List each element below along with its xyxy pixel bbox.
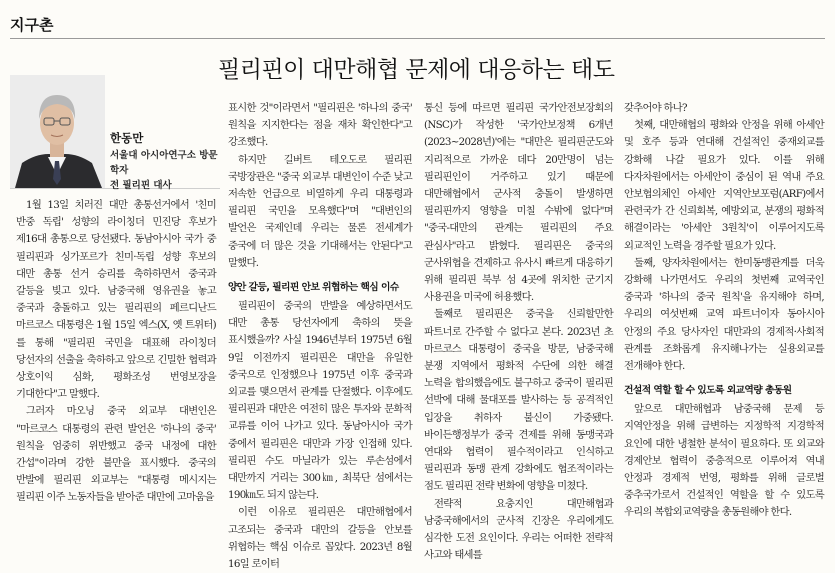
author-box bbox=[10, 75, 220, 189]
author-name: 한동만 bbox=[110, 131, 144, 145]
author-title-line1: 서울대 아시아연구소 방문학자 bbox=[110, 150, 218, 176]
section-subheading: 건설적 역할 할 수 있도록 외교역량 총동원 bbox=[624, 385, 792, 397]
article-column-1 bbox=[16, 197, 216, 515]
paragraph: 그러자 마오닝 중국 외교부 대변인은 "마르코스 대통령의 관련 발언은 '하나의 중국' 원칙을 엄중히 위반했고 중국 내정에 대한 간섭"이라며 강한 불만을 표시했다. 중국의 반발에 필리핀 외교부는 "대통령 메시지는 필리핀 이주 노동자들을 받아준 대만에 고마움을 bbox=[16, 405, 216, 504]
author-affiliation bbox=[110, 148, 222, 193]
paragraph: 둘째, 양자차원에서는 한미동맹관계를 더욱 강화해 나가면서도 우리의 첫번째 교역국인 중국과 '하나의 중국 원칙'을 유지해야 하며, 우리의 여섯번째 교역 파트너이자 동아시아 안정의 주요 당사자인 대만과의 경제적·사회적 관계를 조화롭게 유지해나가는 실용외교를 전개해야 한다. bbox=[624, 256, 824, 373]
article-column-2 bbox=[228, 100, 412, 571]
paragraph: 둘째로 필리핀은 중국을 신뢰할만한 파트너로 간주할 수 없다고 본다. 2023년 초 마르코스 대통령이 중국을 방문, 남중국해 분쟁 지역에서 평화적 수단에 의한 해결 노력을 합의했음에도 불구하고 중국이 필리핀 선박에 대해 물대포를 발사하는 등 공격적인 입장을 취하자 불신이 가중됐다. 바이든행정부가 중국 견제를 위해 동맹국과 연대와 협력이 필수적이라고 인식하고 필리핀과 동맹 관계 강화에도 협조적이라는 점도 필리핀 전략 변화에 영향을 미쳤다. bbox=[424, 308, 613, 493]
paragraph: 하지만 길버트 테오도로 필리핀 국방장관은 "중국 외교부 대변인이 수준 낮고 저속한 언급으로 비열하게 우리 대통령과 필리핀 국민을 모욕했다"며 "대변인의 발언은 국제인데 우리는 물론 전세계가 중국에 더 많은 것을 기대해서는 안된다"고 말했다. bbox=[228, 153, 412, 269]
author-photo-icon bbox=[10, 75, 105, 188]
author-title-line2: 전 필리핀 대사 bbox=[110, 180, 172, 191]
paragraph: 이런 이유로 필리핀은 대만해협에서 고조되는 중국과 대만의 갈등을 안보를 위협하는 핵심 이슈로 꼽았다. 2023년 8월 16일 로이터 bbox=[228, 506, 412, 571]
paragraph: 앞으로 대만해협과 남중국해 문제 등 지역안정을 위해 급변하는 지정학적 지경학적 요인에 대한 냉철한 분석이 필요하다. 또 외교와 경제안보 협력이 중층적으로 이루어져 역내 안정과 경제적 번영, 평화를 위해 글로벌 중추국가로서 건설적인 역할을 할 수 있도록 우리의 복합외교역량을 총동원해야 한다. bbox=[624, 403, 824, 519]
paragraph: 필리핀이 중국의 반발을 예상하면서도 대만 총통 당선자에게 축하의 뜻을 표시했을까? 사실 1946년부터 1975년 6월 9일 이전까지 필리핀은 대만을 유일한 중국으로 인정했으나 1975년 이후 중국과 외교를 맺으면서 관계를 단절했다. 이후에도 필리핀과 대만은 여전히 많은 투자와 문화적 교류를 이어 나가고 있다. 동남아시아 국가 중에서 필리핀은 대만과 가장 인접해 있다. 필리핀 수도 마닐라가 있는 루손섬에서 대만까지 거리는 300㎞, 최북단 섬에서는 190㎞도 되지 않는다. bbox=[228, 300, 412, 502]
paragraph: 갖추어야 하나? bbox=[624, 102, 687, 114]
article-column-3 bbox=[424, 100, 613, 562]
paragraph: 통신 등에 따르면 필리핀 국가안전보장회의(NSC)가 작성한 '국가안보정책 6개년(2023~2028년)'에는 "대만은 필리핀군도와 지리적으로 가까운 데다 20만명이 넘는 필리핀인이 거주하고 있기 때문에 대만해협에서 군사적 충돌이 발생하면 필리핀까지 영향을 미칠 수밖에 없다"며 "중국-대만의 관계는 필리핀의 주요 관심사"라고 밝혔다. 필리핀은 중국의 군사위협을 견제하고 유사시 빠르게 대응하기 위해 필리핀 북부 섬 4곳에 위치한 군기지 사용권을 미국에 허용했다. bbox=[424, 102, 613, 304]
article-headline: 필리핀이 대만해협 문제에 대응하는 태도 bbox=[218, 57, 615, 84]
paragraph: 첫째, 대만해협의 평화와 안정을 위해 아세안 및 호주 등과 연대해 건설적인 중재외교를 강화해 나갈 필요가 있다. 이를 위해 다자차원에서는 아세안이 중심이 된 역내 주요 안보협의체인 아세안 지역안보포럼(ARF)에서 관련국가 간 신뢰회복, 예방외교, 분쟁의 평화적 해결이라는 '아세안 3원칙'이 이루어지도록 외교적인 노력을 경주할 필요가 있다. bbox=[624, 119, 824, 252]
article-column-4 bbox=[624, 100, 824, 519]
paragraph: 1월 13일 치러진 대만 총통선거에서 '친미 반중 독립' 성향의 라이칭더 민진당 후보가 제16대 총통으로 당선됐다. 동남아시아 국가 중 필리핀과 싱가포르가 친미·독립 성향 후보의 대만 총통 선거 승리를 축하하면서 중국과 갈등을 빚고 있다. 남중국해 영유권을 놓고 중국과 충돌하고 있는 필리핀의 페르디난드 마르코스 대통령은 1월 15일 엑스(X, 옛 트위터)를 통해 "필리핀 국민을 대표해 라이칭더 당선자의 선출을 축하하고 앞으로 긴밀한 협력과 상호이익 심화, 평화조성 번영보장을 기대한다"고 말했다. bbox=[16, 199, 216, 401]
section-subheading: 양안 갈등, 필리핀 안보 위협하는 핵심 이슈 bbox=[228, 282, 399, 294]
author-portrait bbox=[10, 75, 105, 188]
paragraph: 표시한 것"이라면서 "필리핀은 '하나의 중국' 원칙을 지지한다는 점을 재차 확인한다"고 강조했다. bbox=[228, 102, 412, 149]
top-divider bbox=[10, 38, 825, 39]
paragraph: 전략적 요충지인 대만해협과 남중국해에서의 군사적 긴장은 우리에게도 심각한 도전 요인이다. 우리는 어떠한 전략적 사고와 태세를 bbox=[424, 497, 613, 562]
section-label: 지구촌 bbox=[10, 16, 54, 34]
